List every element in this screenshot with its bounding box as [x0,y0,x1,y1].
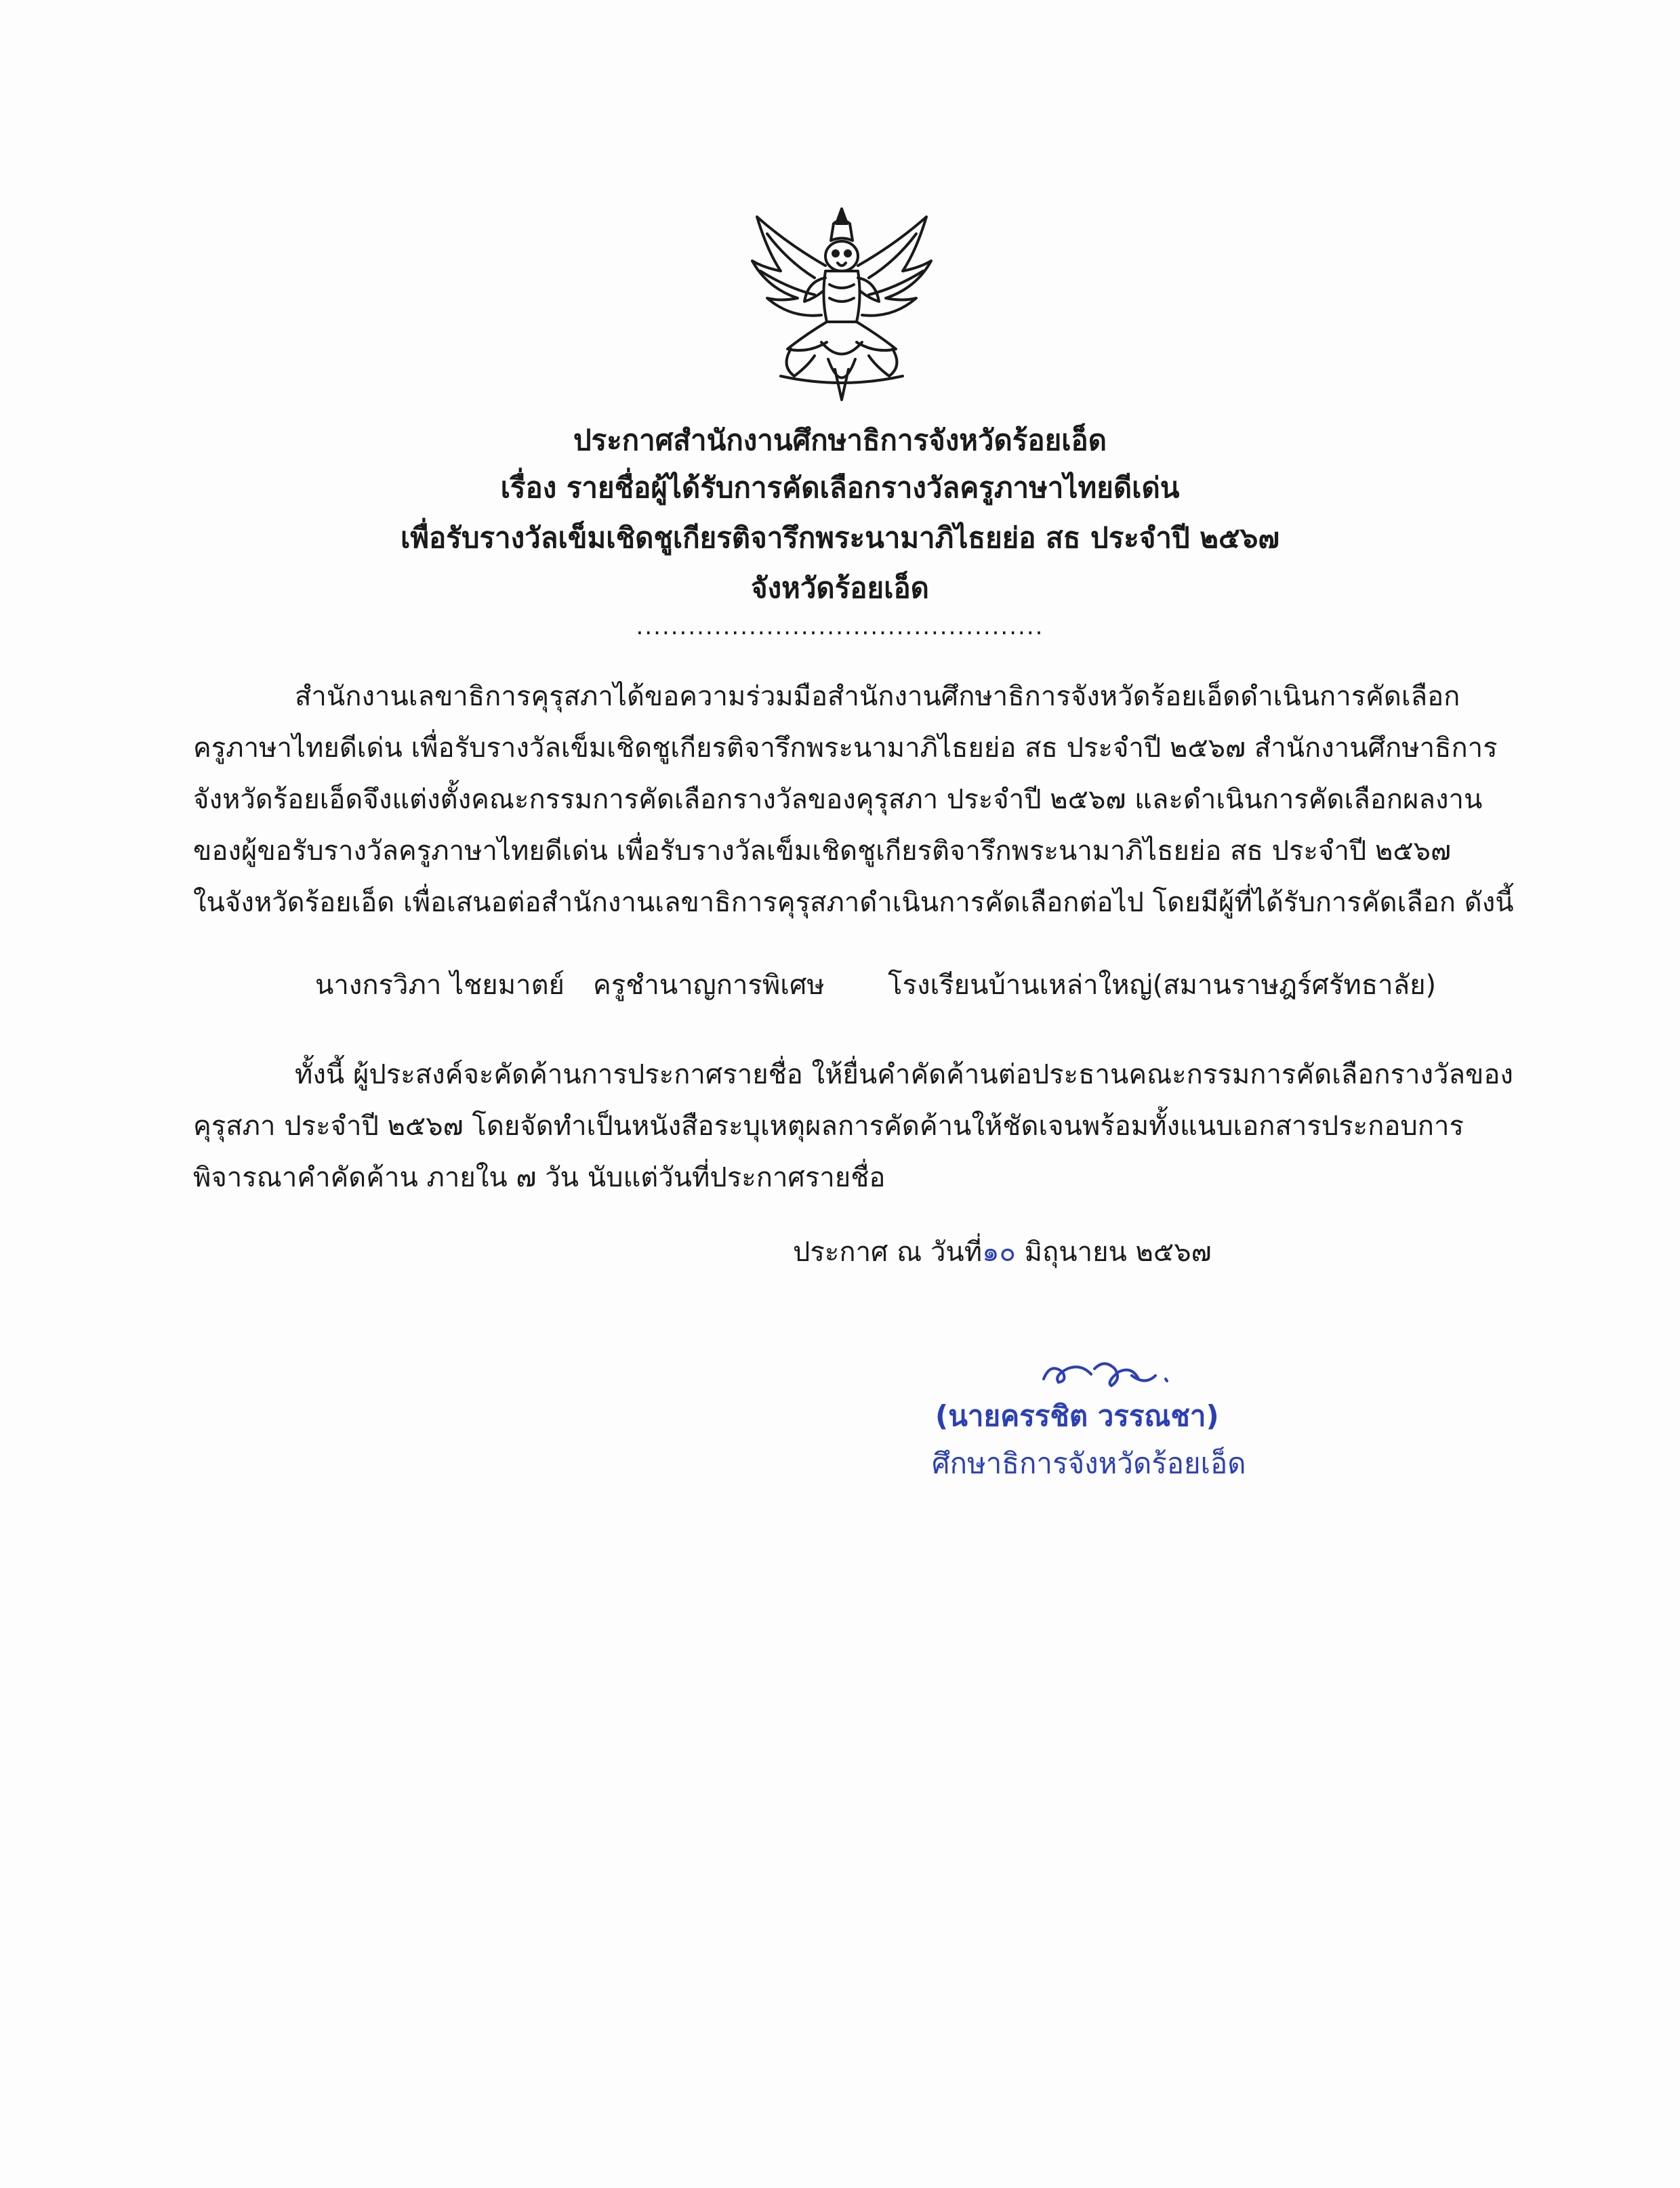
garuda-emblem-icon [740,203,943,407]
announcement-award: เพื่อรับรางวัลเข็มเชิดชูเกียรติจารึกพระนามาภิไธยย่อ สธ ประจำปี ๒๕๖๗ [401,521,1279,554]
signer-name: (นายครรชิต วรรณชา) [935,1399,1219,1432]
handwritten-signature [1030,1348,1213,1403]
announcement-subject: เรื่อง รายชื่อผู้ได้รับการคัดเลือกรางวัลครูภาษาไทยดีเด่น [500,471,1180,504]
announcement-province: จังหวัดร้อยเอ็ด [751,571,929,604]
title-divider: ............................................... [636,613,1044,640]
announcement-title: ประกาศสำนักงานศึกษาธิการจังหวัดร้อยเอ็ด [573,424,1107,457]
body-paragraph-2-line: พิจารณาคำคัดค้าน ภายใน ๗ วัน นับแต่วันที่ประกาศรายชื่อ [193,1162,886,1193]
nominee-school: โรงเรียนบ้านเหล่าใหญ่(สมานราษฎร์ศรัทธาลัย) [888,970,1437,1001]
date-day: ๑๐ [982,1237,1016,1268]
announcement-date [793,1232,1212,1273]
body-paragraph-1-line: ครูภาษาไทยดีเด่น เพื่อรับรางวัลเข็มเชิดชูเกียรติจารึกพระนามาภิไธยย่อ สธ ประจำปี ๒๕๖๗ สำนักงานศึกษาธิการ [193,732,1498,764]
nominee-position: ครูชำนาญการพิเศษ [593,970,825,1001]
body-paragraph-2-line: คุรุสภา ประจำปี ๒๕๖๗ โดยจัดทำเป็นหนังสือระบุเหตุผลการคัดค้านให้ชัดเจนพร้อมทั้งแนบเอกสารประกอบการ [193,1111,1464,1142]
body-paragraph-1-line: ของผู้ขอรับรางวัลครูภาษาไทยดีเด่น เพื่อรับรางวัลเข็มเชิดชูเกียรติจารึกพระนามาภิไธยย่อ สธ ประจำปี ๒๕๖๗ [193,835,1452,867]
nominee-name: นางกรวิภา ไชยมาตย์ [315,970,565,1001]
body-paragraph-2-line: ทั้งนี้ ผู้ประสงค์จะคัดค้านการประกาศรายชื่อ ให้ยื่นคำคัดค้านต่อประธานคณะกรรมการคัดเลือกรางวัลของ [295,1059,1513,1090]
signer-title: ศึกษาธิการจังหวัดร้อยเอ็ด [932,1447,1246,1480]
date-month-year: มิถุนายน ๒๕๖๗ [1024,1237,1212,1268]
body-paragraph-1-line: ในจังหวัดร้อยเอ็ด เพื่อเสนอต่อสำนักงานเลขาธิการคุรุสภาดำเนินการคัดเลือกต่อไป โดยมีผู้ที่ได้รับการคัดเลือก ดังนี้ [193,887,1514,918]
date-prefix: ประกาศ ณ วันที่ [793,1237,983,1268]
body-paragraph-1-line: จังหวัดร้อยเอ็ดจึงแต่งตั้งคณะกรรมการคัดเลือกรางวัลของคุรุสภา ประจำปี ๒๕๖๗ และดำเนินการคัดเลือกผลงาน [193,784,1483,815]
body-paragraph-1-line: สำนักงานเลขาธิการคุรุสภาได้ขอความร่วมมือสำนักงานศึกษาธิการจังหวัดร้อยเอ็ดดำเนินการคัดเลือก [295,681,1460,712]
